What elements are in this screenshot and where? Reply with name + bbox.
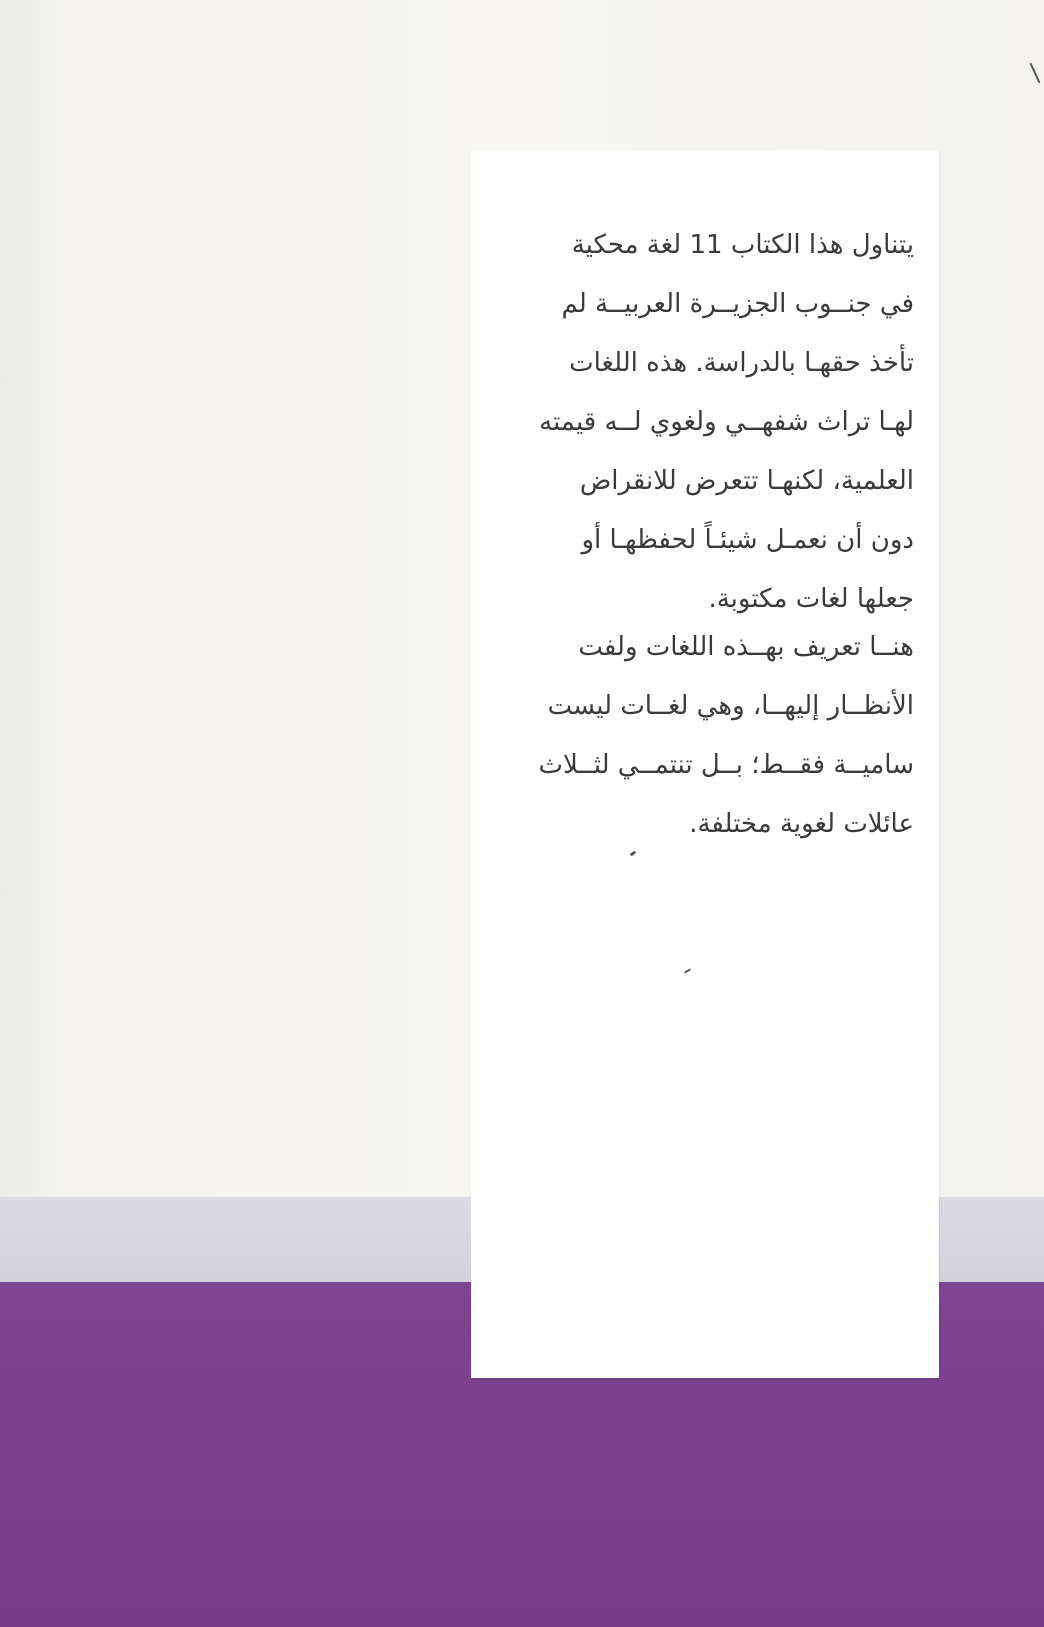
text-line: في جنــوب الجزيــرة العربيــة لم xyxy=(561,289,914,319)
text-line: هنــا تعريف بهــذه اللغات ولفت xyxy=(578,632,914,662)
blurb-paragraph-1 xyxy=(474,216,914,629)
text-line: الأنظــار إليهــا، وهي لغــات ليست xyxy=(547,691,914,721)
text-line: يتناول هذا الكتاب 11 لغة محكية xyxy=(571,230,914,260)
blurb-paragraph-2 xyxy=(474,618,914,854)
text-line: عائلات لغوية مختلفة. xyxy=(689,809,914,839)
text-line: جعلها لغات مكتوبة. xyxy=(708,584,914,614)
text-line: دون أن نعمـل شيئـاً لحفظهـا أو xyxy=(581,525,914,555)
text-line: لهـا تراث شفهــي ولغوي لــه قيمته xyxy=(539,407,914,437)
text-line: ساميــة فقــط؛ بــل تنتمــي لثــلاث xyxy=(538,750,914,780)
text-line: تأخذ حقهـا بالدراسة. هذه اللغات xyxy=(569,348,914,378)
text-line: العلمية، لكنهـا تتعرض للانقراض xyxy=(579,466,914,496)
